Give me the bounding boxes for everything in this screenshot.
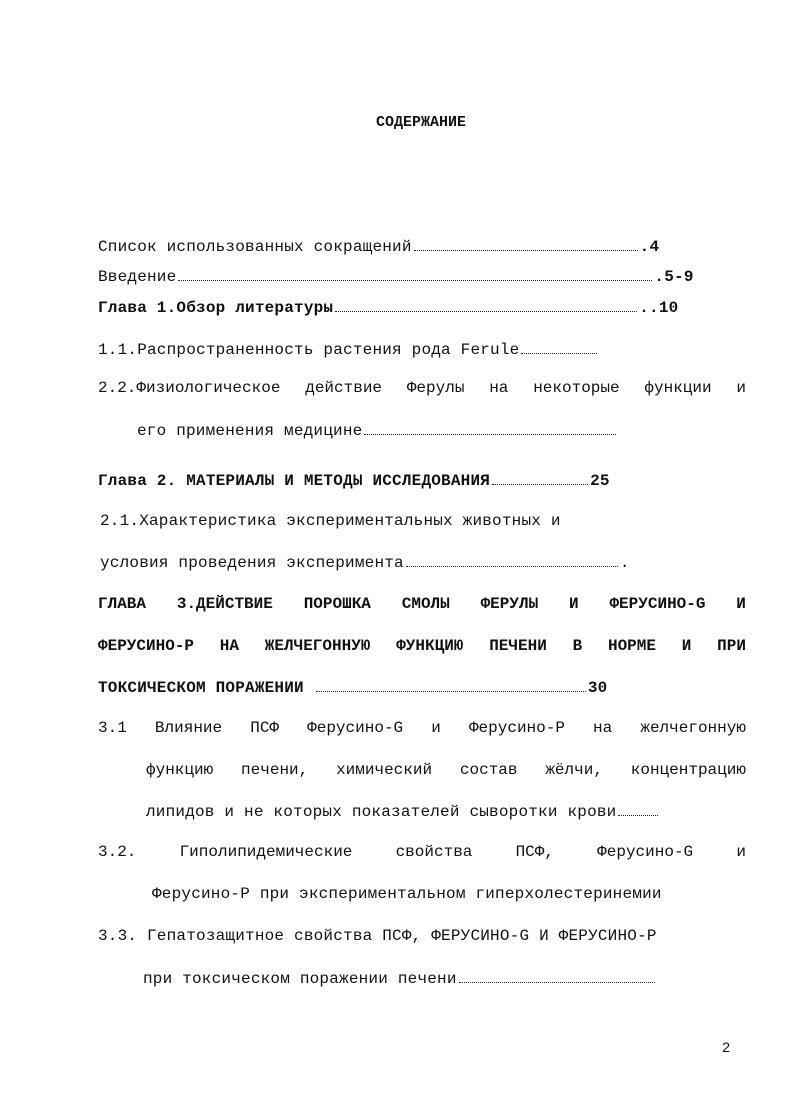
toc-word: действие bbox=[305, 379, 383, 397]
toc-entry-introduction bbox=[98, 266, 738, 287]
toc-entry-text: ТОКСИЧЕСКОМ ПОРАЖЕНИИ bbox=[98, 679, 304, 697]
toc-word: 3.2. bbox=[98, 843, 137, 861]
toc-entry-chapter-3-cont bbox=[98, 636, 746, 656]
toc-page-number: .5-9 bbox=[654, 268, 694, 286]
toc-entry-text: 1.1.Распространенность растения рода Ferule bbox=[98, 341, 520, 359]
toc-entry-text: 2.1.Характеристика экспериментальных животных и bbox=[100, 512, 561, 530]
toc-word: В bbox=[572, 637, 583, 655]
toc-word: желчегонную bbox=[640, 719, 746, 737]
toc-entry-section-2-2 bbox=[98, 378, 746, 398]
toc-entry-section-3-2 bbox=[98, 842, 746, 862]
leader-dots bbox=[459, 968, 655, 983]
toc-word: функции bbox=[644, 379, 712, 397]
toc-word: И bbox=[569, 595, 579, 613]
toc-entry-text: его применения медицине bbox=[137, 422, 363, 440]
toc-word: на bbox=[489, 379, 509, 397]
toc-word: концентрацию bbox=[630, 761, 746, 779]
leader-dots bbox=[335, 297, 637, 312]
toc-word: функцию bbox=[146, 761, 214, 779]
toc-word: ФЕРУСИНО-G bbox=[609, 595, 706, 613]
toc-word: Ферулы bbox=[406, 379, 465, 397]
toc-word: Ферусино-G bbox=[597, 843, 694, 861]
toc-entry-text: условия проведения эксперимента bbox=[100, 554, 404, 572]
toc-word: 2.2.Физиологическое bbox=[98, 379, 281, 397]
toc-entry-chapter-3-end bbox=[98, 677, 607, 698]
leader-dots bbox=[521, 339, 597, 354]
toc-entry-text: Ферусино-Р при экспериментальном гиперхолестеринемии bbox=[152, 885, 662, 903]
toc-word: печени, bbox=[241, 761, 309, 779]
toc-entry-section-2-2-cont bbox=[137, 420, 618, 441]
toc-entry-section-3-1-cont bbox=[146, 760, 746, 780]
toc-word: и bbox=[736, 379, 746, 397]
leader-dots bbox=[316, 677, 586, 692]
leader-dots bbox=[414, 236, 638, 251]
toc-word: СМОЛЫ bbox=[401, 595, 450, 613]
page-number: 2 bbox=[722, 1039, 730, 1055]
toc-word: ПСФ bbox=[250, 719, 280, 737]
toc-entry-text: при токсическом поражении печени bbox=[143, 970, 457, 988]
toc-word: И bbox=[736, 595, 746, 613]
toc-word: и bbox=[431, 719, 441, 737]
toc-word: Ферусино-G bbox=[307, 719, 404, 737]
toc-page-number: 30 bbox=[587, 679, 608, 697]
toc-word: Влияние bbox=[154, 719, 223, 737]
toc-word: НОРМЕ bbox=[607, 637, 656, 655]
leader-dots bbox=[406, 552, 618, 567]
toc-word: и bbox=[736, 843, 746, 861]
toc-page-number: . bbox=[619, 554, 630, 572]
leader-dots bbox=[178, 266, 652, 281]
toc-word: Ферусино-Р bbox=[468, 719, 565, 737]
toc-word: жёлчи, bbox=[545, 761, 603, 779]
toc-entry-section-3-3-cont bbox=[143, 968, 657, 989]
toc-word: ФЕРУСИНО-Р bbox=[98, 637, 195, 655]
page-title: СОДЕРЖАНИЕ bbox=[375, 114, 466, 131]
toc-word: на bbox=[593, 719, 613, 737]
toc-entry-text: 3.3. Гепатозащитное свойства ПСФ, ФЕРУСИНО-G И ФЕРУСИНО-Р bbox=[98, 927, 657, 945]
toc-word: состав bbox=[459, 761, 518, 779]
toc-entry-section-2-1 bbox=[100, 511, 561, 531]
toc-entry-chapter-2 bbox=[98, 470, 610, 491]
toc-entry-abbreviations bbox=[98, 236, 698, 257]
toc-entry-text: липидов и не которых показателей сыворотки крови bbox=[146, 803, 617, 821]
toc-word: ПЕЧЕНИ bbox=[489, 637, 547, 655]
toc-word: химический bbox=[336, 761, 433, 779]
toc-entry-section-3-2-cont bbox=[152, 884, 662, 904]
toc-page-number: 25 bbox=[590, 472, 610, 490]
toc-word: ФЕРУЛЫ bbox=[480, 595, 539, 613]
leader-dots bbox=[364, 420, 616, 435]
leader-dots bbox=[618, 801, 658, 816]
toc-word: 3.ДЕЙСТВИЕ bbox=[176, 595, 273, 613]
toc-page-number: .4 bbox=[639, 238, 660, 256]
toc-entry-text: Глава 1.Обзор литературы bbox=[98, 299, 334, 317]
toc-entry-chapter-3 bbox=[98, 594, 746, 614]
toc-entry-section-2-1-cont bbox=[100, 552, 630, 573]
toc-entry-text: Список использованных сокращений bbox=[98, 238, 412, 256]
leader-dots bbox=[492, 470, 588, 485]
toc-page-number: ..10 bbox=[639, 299, 679, 317]
toc-entry-section-3-1-end bbox=[146, 801, 660, 822]
toc-word: Гиполипидемические bbox=[179, 843, 353, 861]
toc-entry-section-1-1 bbox=[98, 339, 599, 360]
toc-word: ЖЕЛЧЕГОННУЮ bbox=[264, 637, 371, 655]
toc-word: ФУНКЦИЮ bbox=[396, 637, 464, 655]
toc-word: 3.1 bbox=[98, 719, 127, 737]
toc-entry-section-3-3 bbox=[98, 926, 657, 946]
toc-word: свойства bbox=[395, 843, 473, 861]
toc-entry-chapter-1 bbox=[98, 297, 748, 318]
toc-word: ГЛАВА bbox=[98, 595, 147, 613]
toc-word: И bbox=[681, 637, 692, 655]
toc-word: ПОРОШКА bbox=[303, 595, 371, 613]
toc-word: НА bbox=[219, 637, 239, 655]
toc-entry-section-3-1 bbox=[98, 718, 746, 738]
toc-entry-text: Введение bbox=[98, 268, 177, 286]
toc-word: некоторые bbox=[533, 379, 620, 397]
toc-entry-text: Глава 2. МАТЕРИАЛЫ И МЕТОДЫ ИССЛЕДОВАНИЯ bbox=[98, 472, 491, 490]
toc-word: ПСФ, bbox=[515, 843, 554, 861]
toc-word: ПРИ bbox=[717, 637, 746, 655]
